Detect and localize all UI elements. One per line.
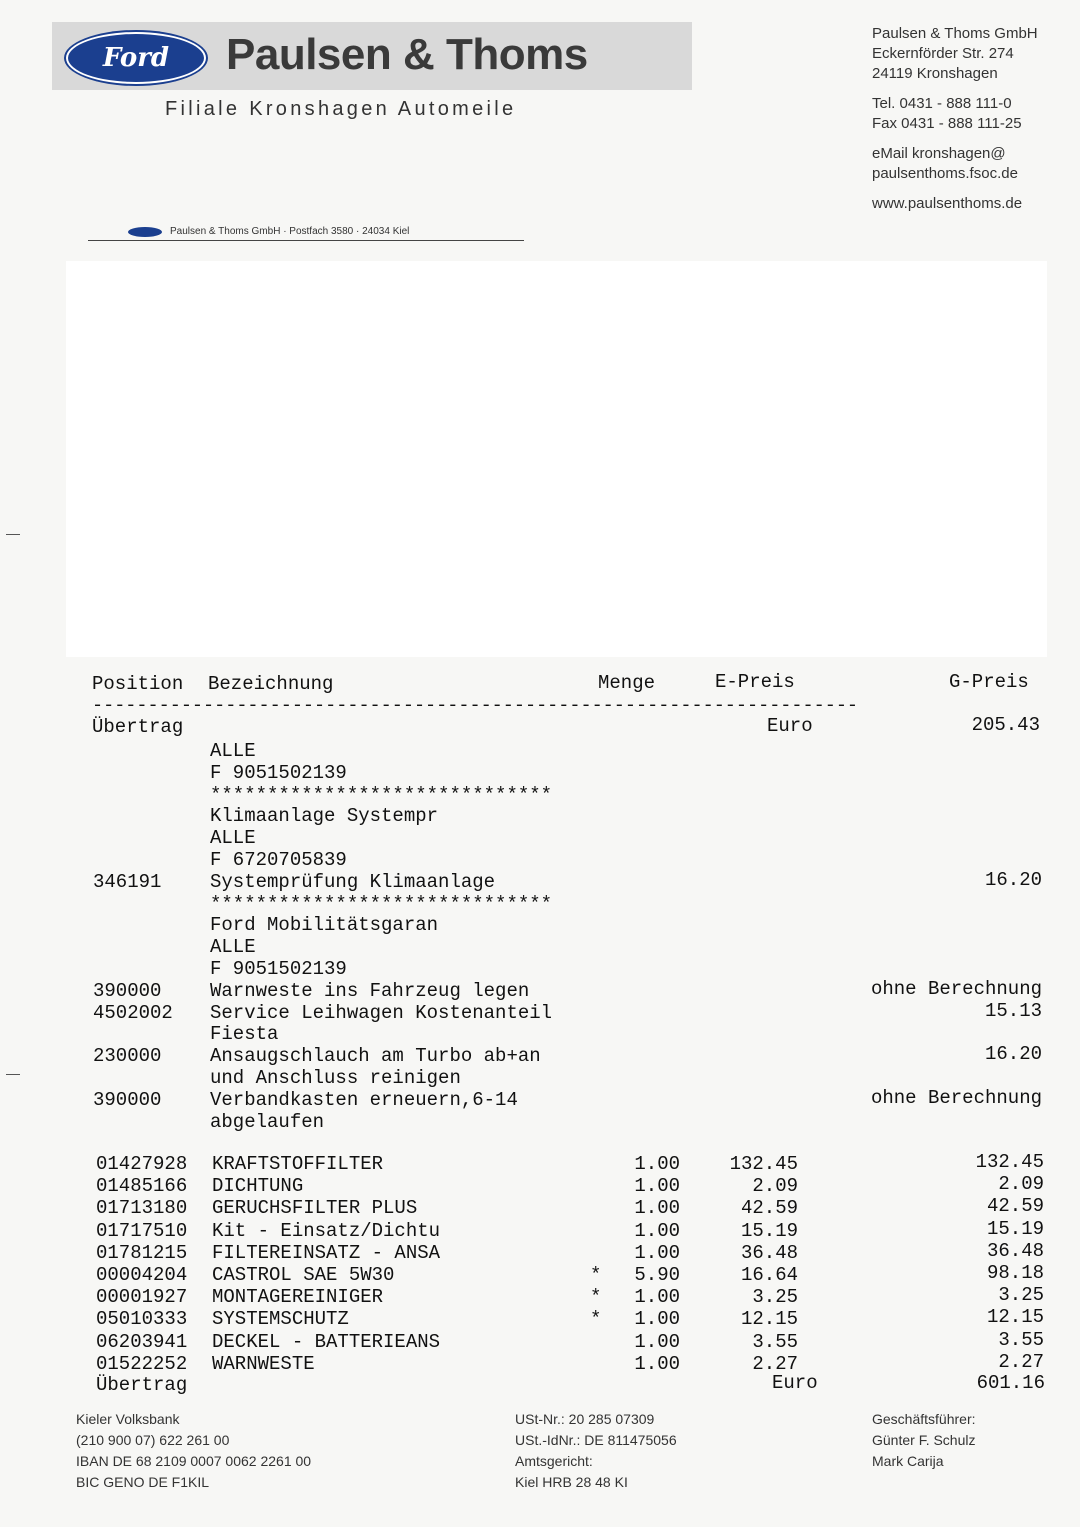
- part-unit-price: 2.27: [752, 1352, 798, 1375]
- tax-number: USt-Nr.: 20 285 07309: [515, 1411, 655, 1427]
- part-total-price: 36.48: [986, 1239, 1044, 1262]
- line-description: ******************************: [210, 892, 553, 915]
- bank-iban: IBAN DE 68 2109 0007 0062 2261 00: [76, 1453, 312, 1469]
- part-quantity: 1.00: [634, 1175, 680, 1198]
- line-description: Klimaanlage Systempr: [210, 805, 439, 828]
- line-amount: ohne Berechnung: [870, 977, 1042, 1000]
- ford-mini-logo-icon: [128, 227, 162, 237]
- part-star-marker: *: [590, 1264, 602, 1286]
- address-line: Paulsen & Thoms GmbH: [872, 25, 1038, 42]
- line-description: abgelaufen: [210, 1110, 325, 1133]
- vat-id: USt.-IdNr.: DE 811475056: [515, 1432, 677, 1448]
- part-total-price: 12.15: [986, 1306, 1044, 1329]
- footer-bank: [76, 1409, 311, 1493]
- part-description: KRAFTSTOFFILTER: [212, 1153, 384, 1175]
- line-description: Fiesta: [210, 1023, 279, 1046]
- header-bezeichnung: Bezeichnung: [208, 673, 334, 695]
- line-description: ALLE: [210, 740, 256, 762]
- line-description: ******************************: [210, 783, 553, 806]
- part-number: 00004204: [96, 1264, 188, 1286]
- fax-line: Fax 0431 - 888 111-25: [872, 115, 1022, 132]
- part-description: DECKEL - BATTERIEANS: [212, 1330, 441, 1353]
- carry-in-amount: 205.43: [971, 714, 1040, 736]
- bank-bic: BIC GENO DE F1KIL: [76, 1474, 210, 1490]
- court-register: Kiel HRB 28 48 KI: [515, 1474, 628, 1490]
- part-number: 06203941: [96, 1330, 188, 1353]
- part-description: SYSTEMSCHUTZ: [212, 1308, 349, 1331]
- bank-account: (210 900 07) 622 261 00: [76, 1432, 230, 1448]
- part-quantity: 1.00: [634, 1286, 680, 1309]
- line-position: 4502002: [93, 1001, 173, 1024]
- line-description: Warnweste ins Fahrzeug legen: [210, 979, 530, 1002]
- line-position: 390000: [93, 979, 162, 1002]
- header-separator: ---------------------------------------------------------------------: [92, 695, 859, 716]
- part-total-price: 2.27: [998, 1350, 1044, 1373]
- bank-name: Kieler Volksbank: [76, 1411, 180, 1427]
- line-description: F 6720705839: [210, 849, 347, 871]
- part-unit-price: 16.64: [740, 1264, 798, 1286]
- part-unit-price: 2.09: [752, 1175, 798, 1198]
- address-line: 24119 Kronshagen: [872, 65, 998, 82]
- line-amount: 15.13: [984, 999, 1042, 1022]
- line-description: ALLE: [210, 936, 256, 959]
- header-gpreis: G-Preis: [949, 671, 1029, 693]
- line-description: Service Leihwagen Kostenanteil: [210, 1001, 553, 1024]
- part-number: 00001927: [96, 1286, 188, 1309]
- part-description: GERUCHSFILTER PLUS: [212, 1197, 418, 1220]
- part-star-marker: *: [590, 1286, 602, 1309]
- line-position: 230000: [93, 1045, 162, 1068]
- line-amount: ohne Berechnung: [870, 1086, 1042, 1109]
- part-number: 01717510: [96, 1219, 188, 1242]
- email-line: paulsenthoms.fsoc.de: [872, 165, 1018, 182]
- carry-out-currency: Euro: [772, 1372, 818, 1394]
- part-quantity: 5.90: [634, 1264, 680, 1286]
- line-description: F 9051502139: [210, 958, 347, 980]
- part-total-price: 15.19: [986, 1217, 1044, 1240]
- part-total-price: 42.59: [986, 1195, 1044, 1218]
- part-number: 01713180: [96, 1197, 188, 1220]
- part-number: 01781215: [96, 1241, 188, 1264]
- sender-address-line: Paulsen & Thoms GmbH · Postfach 3580 · 24034 Kiel: [88, 226, 524, 241]
- line-amount: 16.20: [984, 868, 1042, 891]
- carry-out-label: Übertrag: [96, 1374, 188, 1396]
- part-description: MONTAGEREINIGER: [212, 1286, 384, 1309]
- letterhead-logo-bar: [52, 22, 692, 90]
- branch-name: Filiale Kronshagen Automeile: [165, 98, 517, 120]
- manager-name: Günter F. Schulz: [872, 1432, 976, 1448]
- part-total-price: 132.45: [975, 1151, 1044, 1173]
- part-total-price: 3.55: [998, 1328, 1044, 1351]
- website-link[interactable]: www.paulsenthoms.de: [872, 195, 1023, 212]
- redacted-area: [66, 261, 1047, 657]
- line-position: 390000: [93, 1088, 162, 1111]
- part-unit-price: 36.48: [740, 1241, 798, 1264]
- line-description: Verbandkasten erneuern,6-14: [210, 1088, 518, 1111]
- line-description: Ansaugschlauch am Turbo ab+an: [210, 1045, 541, 1068]
- header-position: Position: [92, 673, 184, 695]
- ford-logo-icon: Ford: [66, 32, 206, 84]
- part-quantity: 1.00: [634, 1219, 680, 1242]
- carry-in-label: Übertrag: [92, 716, 184, 738]
- line-description: ALLE: [210, 827, 256, 850]
- fold-mark: [6, 1074, 20, 1075]
- line-description: Systemprüfung Klimaanlage: [210, 870, 496, 893]
- part-total-price: 98.18: [986, 1262, 1044, 1284]
- part-quantity: 1.00: [634, 1241, 680, 1264]
- part-unit-price: 15.19: [740, 1219, 798, 1242]
- part-unit-price: 42.59: [740, 1197, 798, 1220]
- footer-tax: [515, 1409, 677, 1493]
- header-menge: Menge: [598, 672, 656, 694]
- line-description: Ford Mobilitätsgaran: [210, 914, 439, 937]
- phone-line: Tel. 0431 - 888 111-0: [872, 95, 1012, 112]
- manager-name: Mark Carija: [872, 1453, 944, 1469]
- part-quantity: 1.00: [634, 1153, 680, 1175]
- part-description: DICHTUNG: [212, 1175, 304, 1198]
- header-epreis: E-Preis: [715, 671, 795, 693]
- part-unit-price: 132.45: [729, 1153, 798, 1175]
- carry-out-amount: 601.16: [976, 1372, 1045, 1394]
- part-number: 01427928: [96, 1153, 188, 1175]
- company-address-block: [872, 24, 1038, 214]
- part-unit-price: 12.15: [740, 1308, 798, 1331]
- part-total-price: 2.09: [998, 1173, 1044, 1196]
- address-line: Eckernförder Str. 274: [872, 45, 1014, 62]
- line-description: und Anschluss reinigen: [210, 1067, 461, 1089]
- footer-management: [872, 1409, 976, 1472]
- court-label: Amtsgericht:: [515, 1453, 593, 1469]
- carry-in-currency: Euro: [767, 715, 813, 737]
- line-position: 346191: [93, 870, 162, 893]
- part-unit-price: 3.55: [752, 1330, 798, 1353]
- part-description: Kit - Einsatz/Dichtu: [212, 1219, 441, 1242]
- part-quantity: 1.00: [634, 1308, 680, 1331]
- email-line: eMail kronshagen@: [872, 145, 1006, 162]
- company-name: Paulsen & Thoms: [226, 30, 588, 79]
- part-quantity: 1.00: [634, 1197, 680, 1220]
- part-description: WARNWESTE: [212, 1352, 315, 1375]
- part-total-price: 3.25: [998, 1284, 1044, 1307]
- part-description: FILTEREINSATZ - ANSA: [212, 1241, 441, 1264]
- part-unit-price: 3.25: [752, 1286, 798, 1309]
- part-number: 05010333: [96, 1308, 188, 1331]
- line-amount: 16.20: [984, 1043, 1042, 1066]
- part-number: 01522252: [96, 1352, 188, 1375]
- line-description: F 9051502139: [210, 761, 347, 784]
- fold-mark: [6, 534, 20, 535]
- part-number: 01485166: [96, 1175, 188, 1198]
- management-label: Geschäftsführer:: [872, 1411, 976, 1427]
- part-quantity: 1.00: [634, 1330, 680, 1353]
- part-description: CASTROL SAE 5W30: [212, 1264, 395, 1286]
- part-quantity: 1.00: [634, 1352, 680, 1375]
- part-star-marker: *: [590, 1308, 602, 1331]
